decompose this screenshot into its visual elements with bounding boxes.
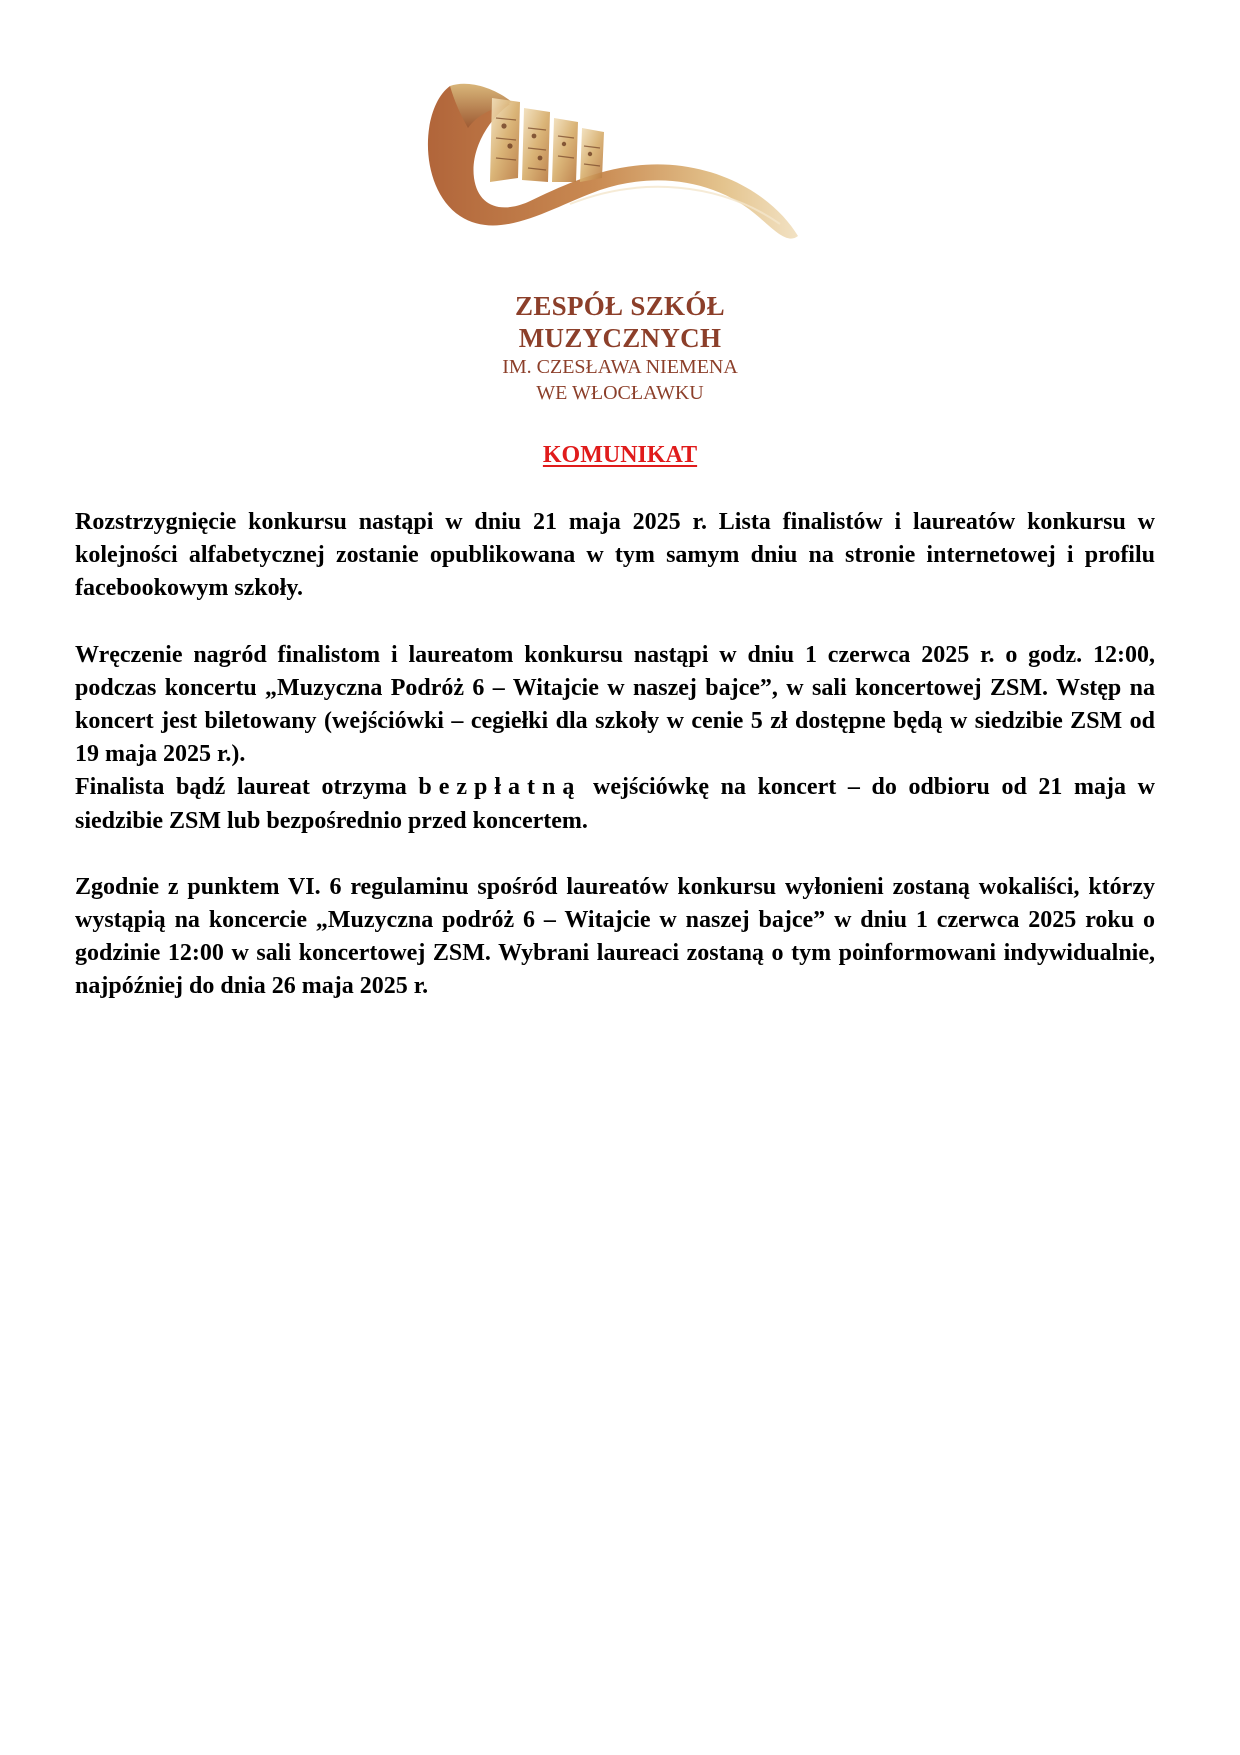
free-ticket-text-end: wejściówkę na koncert – do odbioru od 21 maja w siedzibie ZSM lub bezpośrednio przed koncertem. [75,774,1155,834]
logo-city: WE WŁOCŁAWKU [536,382,704,404]
logo-school-name: ZESPÓŁ SZKÓŁ MUZYCZNYCH [515,291,725,353]
paragraph-free-ticket [75,771,1155,837]
paragraph-award-ceremony: Wręczenie nagród finalistom i laureatom konkursu nastąpi w dniu 1 czerwca 2025 r. o godz. 12:00, podczas koncertu „Muzyczna Podróż 6 – Witajcie w naszej bajce”, w sali koncertowej ZSM. Wstęp na koncert jest biletowany (wejściówki – cegiełki dla szkoły w cenie 5 zł dostępne będą w siedzibie ZSM od 19 maja 2025 r.). [75,641,1155,768]
free-ticket-emphasis: bezpłatną [418,774,582,801]
logo-patron: IM. CZESŁAWA NIEMENA [502,356,738,378]
document-body [75,506,1155,1037]
logo-text [420,290,820,406]
document-title: KOMUNIKAT [542,442,698,468]
paragraph-vocalists-selection: Zgodnie z punktem VI. 6 regulaminu spośród laureatów konkursu wyłonieni zostaną wokaliści, którzy wystąpią na koncercie „Muzyczna podróż 6 – Witajcie w naszej bajce” w dniu 1 czerwca 2025 roku o godzinie 12:00 w sali koncertowej ZSM. Wybrani laureaci zostaną o tym poinformowani indywidualnie, najpóźniej do dnia 26 maja 2025 r. [75,873,1155,1000]
school-logo [420,78,820,404]
paragraph-results-announcement: Rozstrzygnięcie konkursu nastąpi w dniu 21 maja 2025 r. Lista finalistów i laureatów konkursu w kolejności alfabetycznej zostanie opublikowana w tym samym dniu na stronie internetowej i profilu facebookowym szkoły. [75,509,1155,602]
free-ticket-text-start: Finalista bądź laureat otrzyma [75,774,419,801]
